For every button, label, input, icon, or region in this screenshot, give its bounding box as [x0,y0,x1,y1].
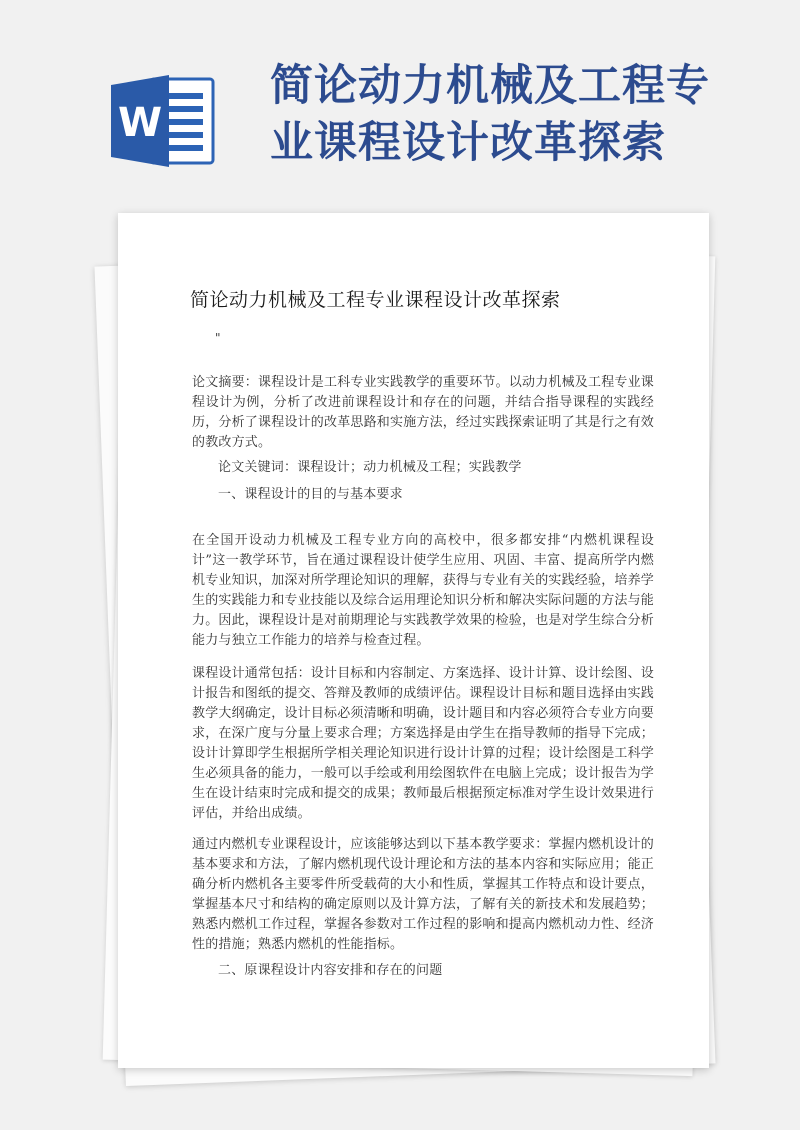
section-heading-2: 二、原课程设计内容安排和存在的问题 [218,963,443,978]
body-paragraph-2: 课程设计通常包括：设计目标和内容制定、方案选择、设计计算、设计绘图、设计报告和图纸的提交、答辩及教师的成绩评估。课程设计目标和题目选择由实践教学大纲确定，设计目标必须清晰和明确，设计题目和内容必须符合专业方向要求，在深广度与分量上要求合理；方案选择是由学生在指导教师的指导下完成；设计计算即学生根据所学相关理论知识进行设计计算的过程；设计绘图是工科学生必须具备的能力，一般可以手绘或利用绘图软件在电脑上完成；设计报告为学生在设计结束时完成和提交的成果；教师最后根据预定标准对学生设计效果进行评估，并给出成绩。 [192,666,655,821]
word-logo-letter: W [117,100,163,146]
keywords-line: 论文关键词：课程设计；动力机械及工程；实践教学 [218,460,522,475]
header-title: 简论动力机械及工程专业课程设计改革探索 [270,61,710,168]
document-title: 简论动力机械及工程专业课程设计改革探索 [190,289,561,311]
body-paragraph-1: 在全国开设动力机械及工程专业方向的高校中，很多都安排“内燃机课程设计”这一教学环节，旨在通过课程设计使学生应用、巩固、丰富、提高所学内燃机专业知识，加深对所学理论知识的理解，获得与专业有关的实践经验，培养学生的实践能力和专业技能以及综合运用理论知识分析和解决实际问题的方法与能力。因此，课程设计是对前期理论与实践教学效果的检验，也是对学生综合分析能力与独立工作能力的培养与检查过程。 [192,533,655,648]
section-heading-1: 一、课程设计的目的与基本要求 [218,487,403,502]
body-paragraph-3: 通过内燃机专业课程设计，应该能够达到以下基本教学要求：掌握内燃机设计的基本要求和方法，了解内燃机现代设计理论和方法的基本内容和实际应用；能正确分析内燃机各主要零件所受载荷的大小和性质，掌握其工作特点和设计要点，掌握基本尺寸和结构的确定原则以及计算方法，了解有关的新技术和发展趋势；熟悉内燃机工作过程，掌握各参数对工作过程的影响和提高内燃机动力性、经济性的措施；熟悉内燃机的性能指标。 [192,837,655,952]
document-page [118,213,709,1068]
quote-mark: " [215,331,221,345]
abstract-paragraph: 论文摘要：课程设计是工科专业实践教学的重要环节。以动力机械及工程专业课程设计为例，分析了改进前课程设计和存在的问题，并结合指导课程的实践经历，分析了课程设计的改革思路和实施方法，经过实践探索证明了其是行之有效的教改方式。 [192,375,655,450]
